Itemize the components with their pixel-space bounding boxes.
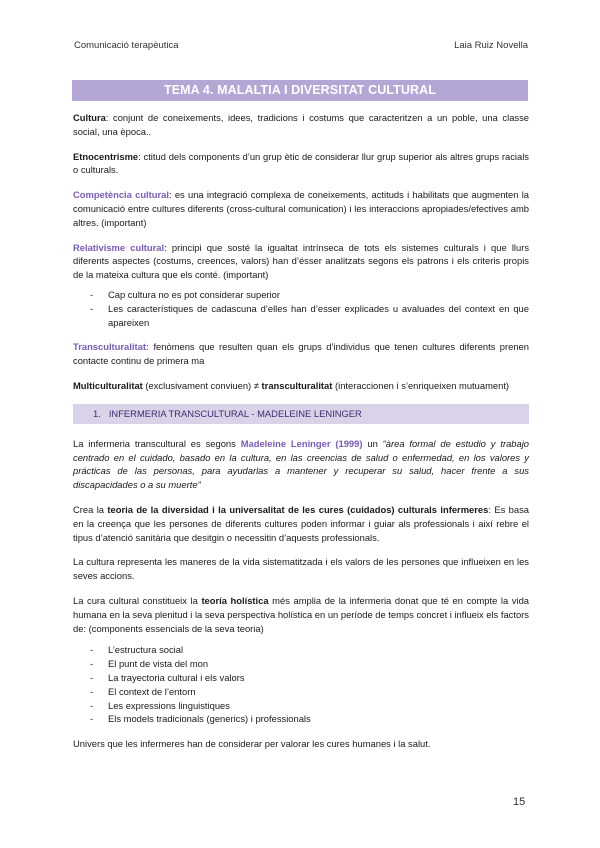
paragraph-leninger-definition: La infermeria transcultural es segons Madeleine Leninger (1999) un “àrea formal de estudio y trabajo centrado en el cuidado, basado en la cultura, en las creencias de salud o enfermedad, en los valores y prácticas de las personas, para ayudarlas a mantener y recuperar su salud, hacer frente a sus discapacidades o a su muerte” bbox=[73, 437, 530, 491]
term-competencia-cultural: Competència cultural bbox=[73, 189, 169, 201]
term-theory: teoria de la diversidad i la universalitat de les cures (cuidados) culturals infermeres bbox=[107, 503, 489, 515]
definition-text: : conjunt de coneixements, idees, tradicions i costums que caracteritzen a un poble, una classe social, una època.. bbox=[73, 112, 529, 137]
section-heading bbox=[73, 404, 529, 424]
paragraph-univers: Univers que les infermeres han de considerar per valorar les cures humanes i la salut. bbox=[73, 738, 431, 750]
components-bullet-list bbox=[73, 643, 529, 726]
multiculturalitat-vs-transculturalitat: Multiculturalitat (exclusivament conviuen) ≠ transculturalitat (interaccionen i s’enriqueixen mutuament) bbox=[73, 379, 510, 391]
list-item: - Els models tradicionals (generics) i professionals bbox=[90, 713, 311, 725]
paragraph-theory: Crea la teoria de la diversidad i la universalitat de les cures (cuidados) culturals infermeres: Es basa en la creença que les persones de diferents cultures poden informar i guiar als professionals i així rebre el tipus d’atenció sanitària que desitgin o necessitin d’aquests professionals. bbox=[73, 503, 529, 543]
term-multiculturalitat: Multiculturalitat bbox=[73, 379, 143, 391]
paragraph-holistic: La cura cultural constitueix la teoría holística més amplia de la infermeria donat que té en compte la vida humana en la seva plenitud i la seva perspectiva holística en un període de temps concret i influeix els factors de: (components essencials de la seva teoria) bbox=[73, 594, 529, 634]
author-name: Madeleine Leninger (1999) bbox=[240, 437, 363, 449]
page-header bbox=[74, 40, 528, 51]
list-item: - L’estructura social bbox=[90, 644, 184, 656]
term-transculturalitat: Transculturalitat: bbox=[73, 341, 150, 353]
section-number: 1. bbox=[93, 407, 101, 419]
definition-etnocentrisme bbox=[73, 150, 529, 178]
term-etnocentrisme: Etnocentrisme bbox=[73, 150, 139, 162]
definition-cultura bbox=[73, 111, 529, 139]
term-holistic-theory: teoría holística bbox=[201, 594, 269, 606]
quote: “àrea formal de estudio y trabajo centrado en el cuidado, basado en la cultura, en las creencias de salud o enfermedad, en los valores y prácticas de las personas, para ayudarlas a mantener y recuperar su salud, hacer frente a sus discapacidades o a su muerte” bbox=[73, 437, 530, 491]
definition-text: fenòmens que resulten quan els grups d’individus que tenen cultures diferents prenen contacte continu de primera ma bbox=[73, 341, 529, 367]
list-item: - El punt de vista del mon bbox=[90, 658, 209, 670]
list-item: - Cap cultura no es pot considerar superior bbox=[90, 288, 280, 300]
definition-text: : es una integració complexa de coneixements, actituds i habilitats que augmenten la comunicació entre cultures diferents (cross-cultural comunication) i les interaccions apropiades/efectives amb altres. (important) bbox=[73, 189, 529, 228]
section-title: INFERMERIA TRANSCULTURAL - MADELEINE LENINGER bbox=[108, 407, 362, 419]
term-cultura: Cultura bbox=[73, 112, 106, 123]
definition-relativisme-cultural bbox=[73, 241, 529, 282]
page-number: 15 bbox=[513, 796, 526, 808]
definition-transculturalitat bbox=[73, 340, 529, 368]
list-item: - Les característiques de cadascuna d’elles han d’esser explicades u avaluades del context en que apareixen bbox=[90, 302, 529, 328]
list-item: - La trayectoria cultural i els valors bbox=[90, 671, 245, 683]
document-body bbox=[73, 111, 529, 762]
definition-competencia-cultural bbox=[73, 188, 529, 229]
relativisme-bullet-list bbox=[73, 288, 529, 329]
term-transculturalitat-2: transculturalitat bbox=[261, 379, 333, 391]
list-item: - Les expressions linguistiques bbox=[90, 699, 230, 711]
header-course-title: Comunicació terapèutica bbox=[74, 40, 179, 51]
header-author: Laia Ruiz Novella bbox=[454, 40, 528, 51]
list-item: - El context de l’entorn bbox=[90, 685, 196, 697]
paragraph-culture: La cultura representa les maneres de la vida sistematitzada i els valors de les persones que influeixen en les seves accions. bbox=[73, 556, 529, 582]
chapter-title: TEMA 4. MALALTIA I DIVERSITAT CULTURAL bbox=[72, 80, 528, 101]
definition-text: : principi que sosté la igualtat intrínseca de tots els sistemes culturals i que llurs diferents aspectes (costums, creences, valors) han d’ésser analitzats segons els patrons i els criteris propis de la mateixa cultura que els conté. (important) bbox=[73, 241, 530, 281]
term-relativisme-cultural: Relativisme cultural bbox=[73, 241, 165, 253]
definition-text: : ctitud dels components d’un grup ètic de considerar llur grup superior als altres grups racials o culturals. bbox=[73, 150, 529, 176]
